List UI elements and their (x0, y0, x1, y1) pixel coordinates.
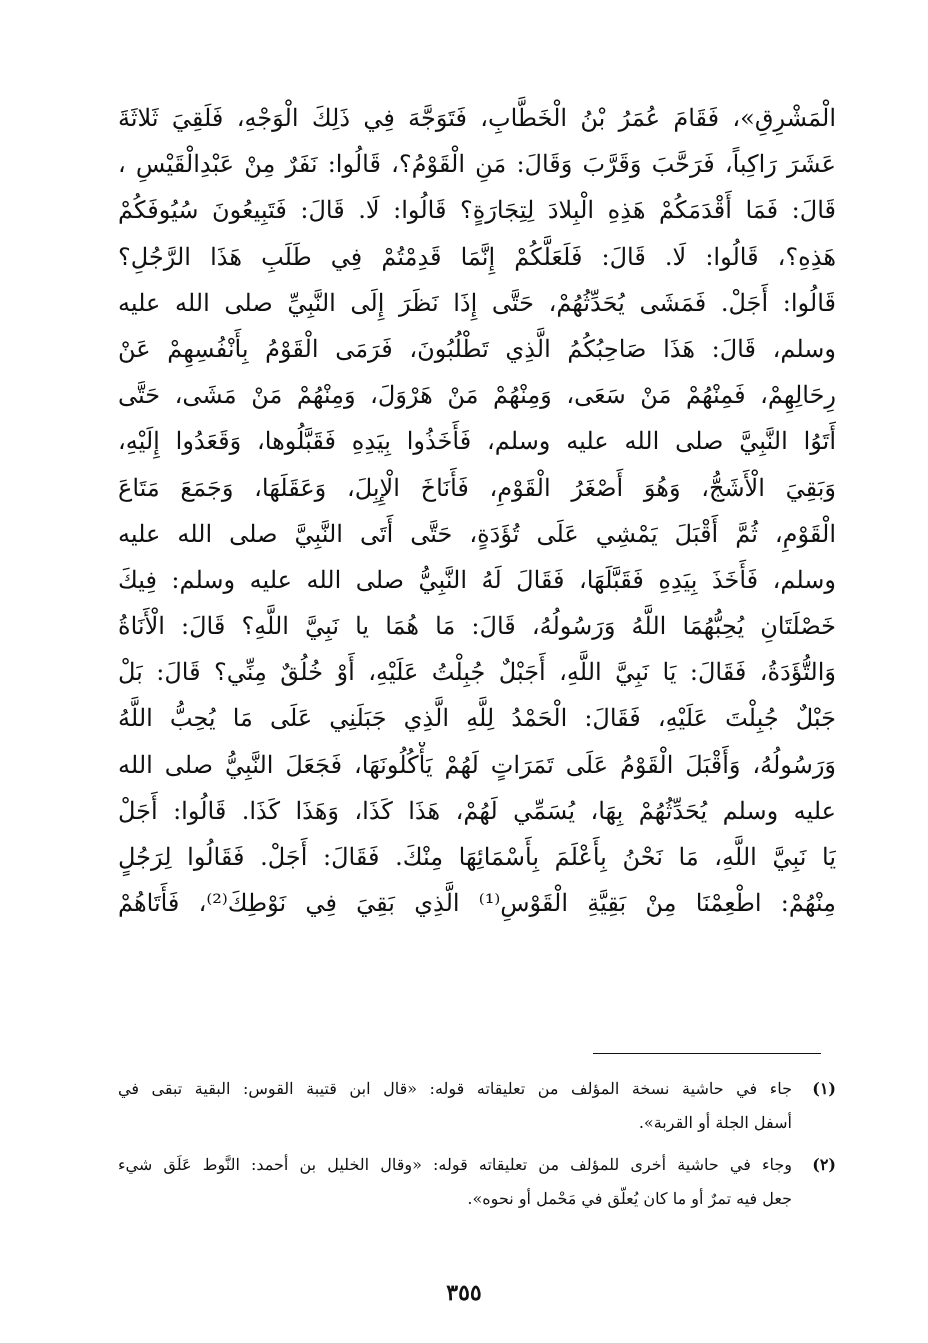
text-line: وَالتُّؤَدَةُ، فَقَالَ: يَا نَبِيَّ اللَّهِ، أَجَبْلٌ جُبِلْتُ عَلَيْهِ، أَوْ خُلُقٌ مِنِّي؟ قَالَ: بَلْ (118, 658, 836, 687)
text-line: قَالُوا: أَجَلْ. فَمَشَى يُحَدِّثُهُمْ، حَتَّى إِذَا نَظَرَ إِلَى النَّبِيِّ صلى الله عليه (118, 288, 836, 317)
text-line: يَا نَبِيَّ اللَّهِ، مَا نَحْنُ بِأَعْلَمَ بِأَسْمَائِهَا مِنْكَ. فَقَالَ: أَجَلْ. فَقَالُوا لِرَجُلٍ (118, 843, 836, 871)
text-line: هَذِهِ؟، قَالُوا: لَا. قَالَ: فَلَعَلَّكُمْ إِنَّمَا قَدِمْتُمْ فِي طَلَبِ هَذَا الرَّجُلِ؟ (118, 242, 836, 271)
text-line: مِنْهُمْ: اطْعِمْنَا مِنْ بَقِيَّةِ الْقَوْسِ⁽¹⁾ الَّذِي بَقِيَ فِي نَوْطِكَ⁽²⁾، فَأَتَاهُمْ (118, 889, 836, 918)
text-line: قَالَ: فَمَا أَقْدَمَكُمْ هَذِهِ الْبِلادَ لِتِجَارَةٍ؟ قَالُوا: لَا. قَالَ: فَتَبِيعُونَ سُيُوفَكُمْ (118, 196, 836, 225)
footnotes-block (118, 1072, 836, 1224)
text-line: خَصْلَتَانِ يُحِبُّهُمَا اللَّهُ وَرَسُولُهُ، قَالَ: مَا هُمَا يا نَبِيَّ اللَّهِ؟ قَالَ: الْأَنَاةُ (118, 612, 836, 641)
footnote-divider (593, 1053, 821, 1054)
text-line: رِحَالِهِمْ، فَمِنْهُمْ مَنْ سَعَى، وَمِنْهُمْ مَنْ هَرْوَلَ، وَمِنْهُمْ مَنْ مَشَى، حَتَّى (118, 381, 836, 410)
text-line: الْقَوْمِ، ثُمَّ أَقْبَلَ يَمْشِي عَلَى تُؤَدَةٍ، حَتَّى أَتَى النَّبِيَّ صلى الله عليه (118, 519, 836, 548)
text-line: جَبْلٌ جُبِلْتَ عَلَيْهِ، فَقَالَ: الْحَمْدُ لِلَّهِ الَّذِي جَبَلَنِي عَلَى مَا يُحِبُّ اللَّهُ (118, 704, 836, 733)
text-line: وَرَسُولُهُ، وَأَقْبَلَ الْقَوْمُ عَلَى تَمَرَاتٍ لَهُمْ يَأْكُلُونَهَا، فَجَعَلَ النَّبِيُّ صلى الله (118, 750, 836, 779)
footnote-line: وجاء في حاشية أخرى للمؤلف من تعليقاته قوله: «وقال الخليل بن أحمد: النَّوط عَلَق شيء (118, 1155, 792, 1174)
footnote-1 (118, 1072, 836, 1140)
footnote-body (118, 1072, 792, 1140)
page-number: ٣٥٥ (446, 1280, 482, 1306)
footnote-body (118, 1148, 792, 1216)
text-line: عَشَرَ رَاكِباً، فَرَحَّبَ وَقَرَّبَ وَقَالَ: مَنِ الْقَوْمُ؟، قَالُوا: نَفَرٌ مِنْ عَبْدِالْقَيْسِ ، (118, 150, 836, 179)
text-line: أَتَوُا النَّبِيَّ صلى الله عليه وسلم، فَأَخَذُوا بِيَدِهِ فَقَبَّلُوها، وَقَعَدُوا إِلَيْهِ، (118, 427, 836, 456)
text-line: وسلم، قَالَ: هَذَا صَاحِبُكُمُ الَّذِي تَطْلُبُونَ، فَرَمَى الْقَوْمُ بِأَنْفُسِهِمْ عَنْ (118, 334, 836, 363)
text-line: عليه وسلم يُحَدِّثُهُمْ بِهَا، يُسَمِّي لَهُمْ، هَذَا كَذَا، وَهَذَا كَذَا. قَالُوا: أَجَلْ (118, 796, 836, 825)
footnote-marker: (١) (812, 1079, 836, 1098)
footnote-2 (118, 1148, 836, 1216)
footnote-line: أسفل الجلة أو القربة». (638, 1113, 792, 1132)
footnote-marker: (٢) (812, 1155, 836, 1174)
text-line: الْمَشْرِقِ»، فَقَامَ عُمَرُ بْنُ الْخَطَّابِ، فَتَوَجَّهَ فِي ذَلِكَ الْوَجْهِ، فَلَقِيَ ثَلاثَةَ (118, 104, 836, 132)
text-line: وسلم، فَأَخَذَ بِيَدِهِ فَقَبَّلَهَا، فَقَالَ لَهُ النَّبِيُّ صلى الله عليه وسلم: فِيكَ (118, 565, 836, 594)
footnote-line: جعل فيه تمرٌ أو ما كان يُعلّق في مَحْمل أو نحوه». (467, 1189, 792, 1208)
footnote-line: جاء في حاشية نسخة المؤلف من تعليقاته قوله: «قال ابن قتيبة القوس: البقية تبقى في (118, 1079, 792, 1098)
text-line: وَبَقِيَ الْأَشَجُّ، وَهُوَ أَصْغَرُ الْقَوْمِ، فَأَنَاخَ الْإِبِلَ، وَعَقَلَهَا، وَجَمَعَ مَتَاعَ (118, 473, 836, 502)
main-text-block (118, 95, 836, 926)
